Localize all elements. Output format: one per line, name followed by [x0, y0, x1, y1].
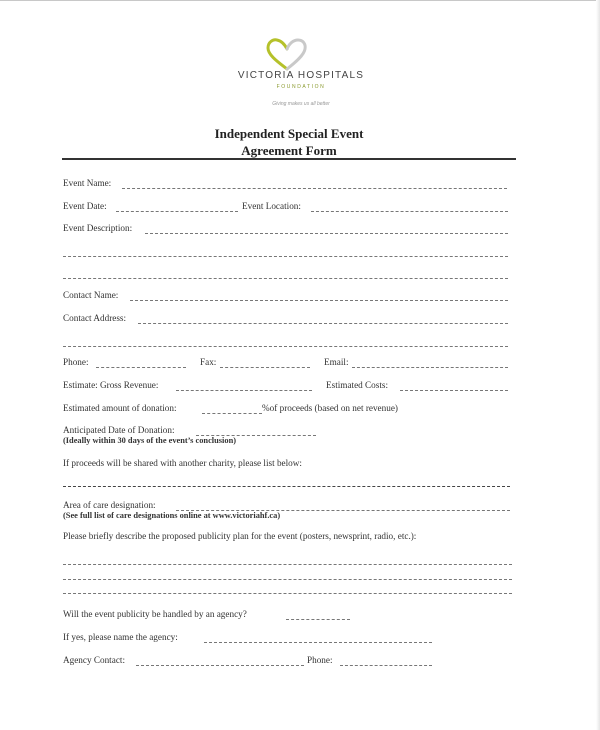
- shared-charity-label: If proceeds will be shared with another charity, please list below:: [63, 458, 302, 468]
- gross-revenue-field[interactable]: [176, 390, 312, 391]
- agency-name-field[interactable]: [204, 642, 432, 643]
- donation-label: Estimated amount of donation:: [63, 403, 177, 413]
- heart-logo-icon: [264, 38, 310, 72]
- contact-address-field-2[interactable]: [63, 346, 508, 347]
- org-name: VICTORIA HOSPITALS: [237, 70, 365, 81]
- event-description-field-2[interactable]: [63, 256, 508, 257]
- fax-field[interactable]: [220, 367, 310, 368]
- gross-revenue-label: Estimate: Gross Revenue:: [63, 380, 159, 390]
- agency-question-label: Will the event publicity be handled by an agency?: [63, 609, 247, 619]
- agency-phone-label: Phone:: [307, 655, 333, 665]
- publicity-plan-field-1[interactable]: [63, 564, 512, 565]
- donation-percent-field[interactable]: [202, 413, 262, 414]
- area-of-care-label: Area of care designation:: [63, 500, 156, 510]
- agency-contact-field[interactable]: [136, 665, 304, 666]
- form-title-line2: Agreement Form: [241, 143, 337, 158]
- contact-address-field-1[interactable]: [138, 323, 508, 324]
- event-name-label: Event Name:: [63, 178, 112, 188]
- email-field[interactable]: [352, 367, 508, 368]
- fax-label: Fax:: [200, 357, 217, 367]
- publicity-plan-field-2[interactable]: [63, 579, 512, 580]
- phone-field[interactable]: [96, 367, 186, 368]
- publicity-plan-label: Please briefly describe the proposed publicity plan for the event (posters, newsprint, radio, etc.):: [63, 531, 417, 541]
- agency-question-field[interactable]: [286, 619, 350, 620]
- contact-address-label: Contact Address:: [63, 313, 127, 323]
- contact-name-label: Contact Name:: [63, 290, 119, 300]
- area-of-care-note: (See full list of care designations online at www.victoriahf.ca): [63, 511, 281, 520]
- event-location-label: Event Location:: [242, 201, 301, 211]
- org-tagline: Giving makes us all better: [272, 101, 330, 107]
- agency-phone-field[interactable]: [340, 665, 432, 666]
- phone-label: Phone:: [63, 357, 89, 367]
- event-description-field-3[interactable]: [63, 278, 508, 279]
- title-rule: [62, 158, 516, 160]
- event-date-field[interactable]: [116, 211, 238, 212]
- anticipated-date-note: (Ideally within 30 days of the event’s conclusion): [63, 436, 237, 445]
- event-date-label: Event Date:: [63, 201, 107, 211]
- contact-name-field[interactable]: [130, 300, 508, 301]
- page-right-edge: [596, 0, 600, 730]
- event-description-label: Event Description:: [63, 223, 133, 233]
- agency-contact-label: Agency Contact:: [63, 655, 125, 665]
- agency-name-label: If yes, please name the agency:: [63, 632, 178, 642]
- event-name-field[interactable]: [122, 188, 507, 189]
- event-description-field-1[interactable]: [145, 233, 508, 234]
- email-label: Email:: [324, 357, 349, 367]
- org-subtitle: FOUNDATION: [276, 84, 326, 90]
- estimated-costs-field[interactable]: [400, 390, 508, 391]
- shared-charity-field[interactable]: [63, 486, 510, 487]
- foundation-logo: [236, 38, 366, 112]
- estimated-costs-label: Estimated Costs:: [326, 380, 389, 390]
- donation-suffix: %of proceeds (based on net revenue): [262, 403, 398, 413]
- publicity-plan-field-3[interactable]: [63, 593, 512, 594]
- event-location-field[interactable]: [311, 211, 508, 212]
- page-top-edge: [0, 0, 600, 1]
- anticipated-date-label: Anticipated Date of Donation:: [63, 425, 175, 435]
- form-title-line1: Independent Special Event: [214, 126, 364, 141]
